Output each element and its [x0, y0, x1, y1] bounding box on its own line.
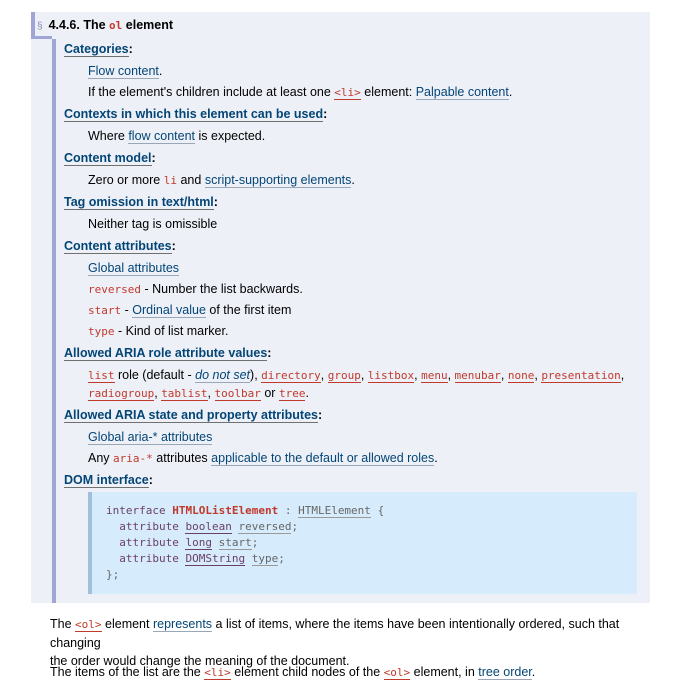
boolean-type-link[interactable]: boolean: [185, 520, 232, 533]
global-attributes-link[interactable]: Global attributes: [88, 261, 180, 275]
content-model-term: Content model:: [64, 151, 156, 165]
script-supporting-link[interactable]: script-supporting elements: [204, 173, 352, 187]
aria-state-link[interactable]: Allowed ARIA state and property attributes: [64, 408, 318, 422]
type-code: type: [88, 325, 115, 338]
paragraph-items: The items of the list are the <li> element child nodes of the <ol> element, in tree order.: [50, 665, 536, 679]
type-idl-link[interactable]: type: [251, 552, 279, 565]
reversed-idl-link[interactable]: reversed: [238, 520, 292, 533]
section-heading: § 4.4.6. The ol element: [37, 18, 174, 32]
content-attributes-term: Content attributes:: [64, 239, 176, 253]
dom-interface-link[interactable]: DOM interface: [64, 473, 149, 487]
aria-roles-line1: list role (default - do not set), directory, group, listbox, menu, menubar, none, presentation,: [88, 368, 625, 382]
role-presentation-link[interactable]: presentation: [541, 369, 621, 382]
role-tablist-link[interactable]: tablist: [161, 387, 208, 400]
li-code: li: [163, 174, 177, 187]
ol-element-link-2[interactable]: <ol>: [383, 666, 411, 679]
aria-roles-line2: radiogroup, tablist, toolbar or tree.: [88, 386, 309, 400]
paragraph-represents: The <ol> element represents a list of items, where the items have been intentionally ordered, such that changing the order would change the meaning of the document.: [50, 617, 620, 668]
global-aria-item: [88, 430, 212, 444]
section-link-icon[interactable]: §: [37, 21, 43, 32]
aria-roles-term: Allowed ARIA role attribute values:: [64, 346, 272, 360]
global-aria-link[interactable]: Global aria-* attributes: [88, 430, 213, 444]
content-attributes-link[interactable]: Content attributes: [64, 239, 172, 253]
role-menu-link[interactable]: menu: [421, 369, 448, 382]
tree-order-link[interactable]: tree order: [478, 665, 532, 679]
tag-omission-desc: Neither tag is omissible: [88, 217, 218, 231]
contexts-term: Contexts in which this element can be used:: [64, 107, 328, 121]
heading-element-code: ol: [109, 19, 123, 32]
applicable-roles-link[interactable]: applicable to the default or allowed roles: [211, 451, 435, 465]
role-radiogroup-link[interactable]: radiogroup: [88, 387, 155, 400]
role-list-link[interactable]: list: [88, 369, 115, 382]
ol-element-link[interactable]: <ol>: [75, 618, 102, 631]
aria-any-item: Any aria-* attributes applicable to the default or allowed roles.: [88, 451, 438, 465]
long-type-link[interactable]: long: [185, 536, 212, 549]
tag-omission-term: Tag omission in text/html:: [64, 195, 218, 209]
type-attribute-item: type - Kind of list marker.: [88, 324, 229, 338]
categories-link[interactable]: Categories: [64, 42, 129, 56]
flow-content-link[interactable]: Flow content: [88, 64, 159, 78]
categories-palpable: If the element's children include at least one <li> element: Palpable content.: [88, 85, 513, 99]
idl-code-block: interface HTMLOListElement : HTMLElement { attribute boolean reversed; attribute long start; attribute DOMString type; };: [88, 492, 637, 594]
role-menubar-link[interactable]: menubar: [454, 369, 501, 382]
li-element-link-2[interactable]: <li>: [204, 666, 231, 679]
contexts-link[interactable]: Contexts in which this element can be used: [64, 107, 324, 121]
domstring-type-link[interactable]: DOMString: [185, 552, 246, 565]
definition-accent-bar: [52, 39, 56, 603]
start-attribute-item: start - Ordinal value of the first item: [88, 303, 292, 317]
element-definition-box: [31, 12, 650, 603]
aria-roles-link[interactable]: Allowed ARIA role attribute values: [64, 346, 268, 360]
role-toolbar-link[interactable]: toolbar: [214, 387, 261, 400]
aria-state-term: Allowed ARIA state and property attributes:: [64, 408, 323, 422]
content-model-desc: Zero or more li and script-supporting elements.: [88, 173, 355, 187]
role-listbox-link[interactable]: listbox: [367, 369, 415, 382]
start-idl-link[interactable]: start: [218, 536, 252, 549]
content-model-link[interactable]: Content model: [64, 151, 152, 165]
dom-interface-term: DOM interface:: [64, 473, 153, 487]
role-directory-link[interactable]: directory: [261, 369, 321, 382]
interface-name: HTMLOListElement: [172, 504, 279, 517]
reversed-attribute-item: reversed - Number the list backwards.: [88, 282, 303, 296]
categories-flow: Flow content.: [88, 64, 163, 78]
htmlelement-link[interactable]: HTMLElement: [298, 504, 371, 517]
aria-star-code: aria-*: [113, 452, 153, 465]
heading-accent-underline: [31, 36, 52, 39]
role-none-link[interactable]: none: [507, 369, 535, 382]
role-tree-link[interactable]: tree: [278, 387, 306, 400]
start-code: start: [88, 304, 122, 317]
li-element-link[interactable]: <li>: [334, 86, 361, 99]
flow-content-context-link[interactable]: flow content: [128, 129, 196, 143]
global-attributes-item: [88, 261, 179, 275]
do-not-set-link[interactable]: do not set: [195, 368, 251, 382]
contexts-desc: Where flow content is expected.: [88, 129, 266, 143]
role-group-link[interactable]: group: [327, 369, 361, 382]
categories-term: Categories:: [64, 42, 133, 56]
tag-omission-link[interactable]: Tag omission in text/html: [64, 195, 214, 209]
represents-link[interactable]: represents: [152, 617, 213, 631]
reversed-code: reversed: [88, 283, 141, 296]
palpable-content-link[interactable]: Palpable content: [415, 85, 509, 99]
heading-accent-bar: [31, 12, 35, 39]
ordinal-value-link[interactable]: Ordinal value: [132, 303, 206, 317]
